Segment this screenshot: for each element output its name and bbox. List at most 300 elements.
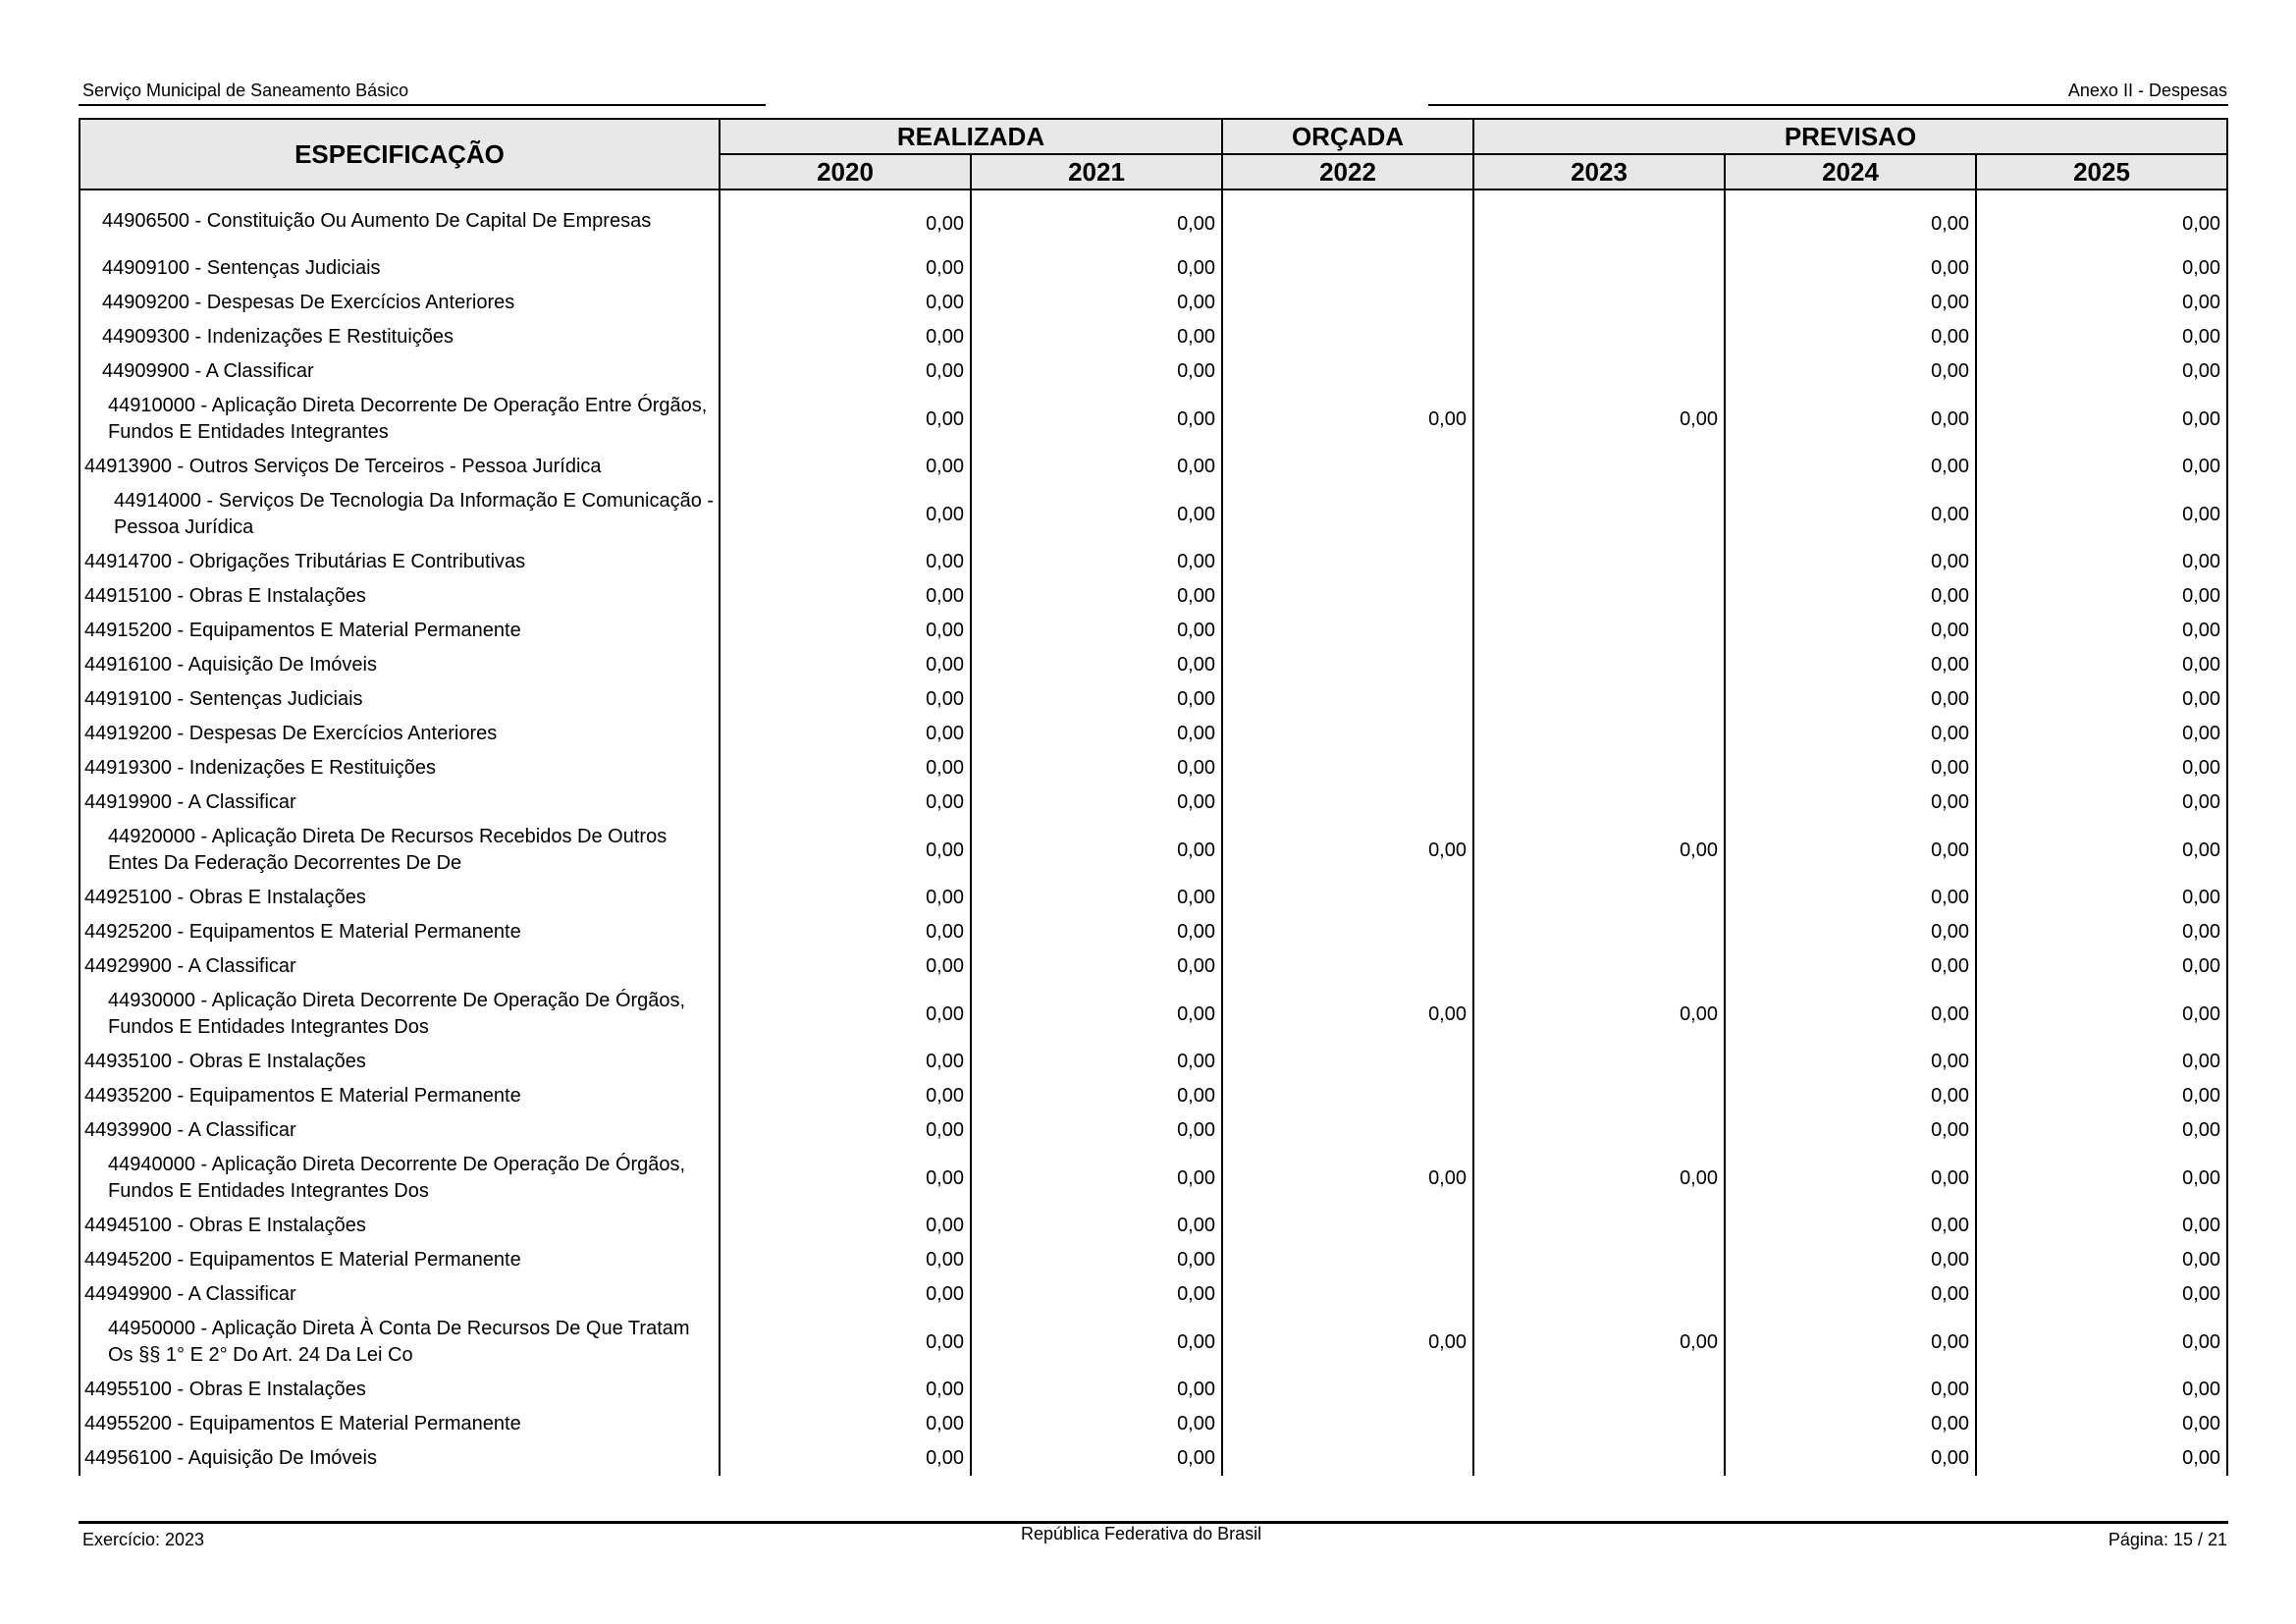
value-cell: 0,00 <box>971 949 1222 984</box>
value-cell: 0,00 <box>1725 1277 1976 1312</box>
year-header-2020: 2020 <box>720 154 971 189</box>
value-cell <box>1222 717 1473 751</box>
table-row <box>80 1209 2227 1243</box>
table-body <box>80 189 2227 1476</box>
row-description <box>80 1243 720 1277</box>
row-description <box>80 1407 720 1441</box>
value-cell: 0,00 <box>1725 984 1976 1045</box>
row-description <box>80 1045 720 1079</box>
value-cell <box>1473 1373 1725 1407</box>
value-cell <box>1473 717 1725 751</box>
table-row <box>80 1045 2227 1079</box>
row-description <box>80 389 720 450</box>
row-description-text: 44930000 - Aplicação Direta Decorrente De Operação De Órgãos, Fundos E Entidades Integrantes Dos <box>108 990 686 1038</box>
value-cell <box>1473 579 1725 614</box>
value-cell: 0,00 <box>971 1277 1222 1312</box>
value-cell: 0,00 <box>1473 1148 1725 1209</box>
year-header-2023: 2023 <box>1473 154 1725 189</box>
value-cell: 0,00 <box>1976 915 2227 949</box>
value-cell: 0,00 <box>1976 579 2227 614</box>
value-cell: 0,00 <box>1725 717 1976 751</box>
value-cell: 0,00 <box>971 614 1222 648</box>
value-cell: 0,00 <box>971 579 1222 614</box>
value-cell: 0,00 <box>1222 1148 1473 1209</box>
value-cell: 0,00 <box>720 484 971 545</box>
row-description-text: 44906500 - Constituição Ou Aumento De Capital De Empresas <box>102 209 652 232</box>
value-cell: 0,00 <box>1976 881 2227 915</box>
value-cell <box>1222 286 1473 320</box>
value-cell: 0,00 <box>720 785 971 820</box>
value-cell: 0,00 <box>720 648 971 682</box>
value-cell: 0,00 <box>720 682 971 717</box>
value-cell <box>1473 751 1725 785</box>
table-row <box>80 1373 2227 1407</box>
value-cell: 0,00 <box>1725 820 1976 881</box>
row-description <box>80 682 720 717</box>
table-row <box>80 614 2227 648</box>
value-cell <box>1222 1441 1473 1476</box>
value-cell: 0,00 <box>1976 648 2227 682</box>
value-cell: 0,00 <box>971 1373 1222 1407</box>
value-cell: 0,00 <box>971 354 1222 389</box>
value-cell: 0,00 <box>1473 820 1725 881</box>
row-description-text: 44929900 - A Classificar <box>84 955 296 977</box>
value-cell: 0,00 <box>1473 984 1725 1045</box>
value-cell: 0,00 <box>1976 1277 2227 1312</box>
value-cell: 0,00 <box>720 1243 971 1277</box>
value-cell <box>1473 450 1725 484</box>
row-description-text: 44956100 - Aquisição De Imóveis <box>84 1447 377 1469</box>
value-cell: 0,00 <box>971 1079 1222 1113</box>
table-row <box>80 484 2227 545</box>
value-cell <box>1473 785 1725 820</box>
row-description <box>80 1373 720 1407</box>
table-row <box>80 1113 2227 1148</box>
table-row <box>80 949 2227 984</box>
value-cell: 0,00 <box>1976 1113 2227 1148</box>
value-cell: 0,00 <box>1976 1045 2227 1079</box>
value-cell: 0,00 <box>1725 1312 1976 1373</box>
value-cell: 0,00 <box>1222 984 1473 1045</box>
table-row <box>80 1312 2227 1373</box>
value-cell: 0,00 <box>720 915 971 949</box>
value-cell: 0,00 <box>971 881 1222 915</box>
value-cell: 0,00 <box>720 1312 971 1373</box>
value-cell <box>1222 354 1473 389</box>
value-cell: 0,00 <box>1725 545 1976 579</box>
value-cell: 0,00 <box>720 984 971 1045</box>
value-cell: 0,00 <box>971 751 1222 785</box>
row-description-text: 44915200 - Equipamentos E Material Permanente <box>84 620 521 641</box>
value-cell <box>1473 1079 1725 1113</box>
value-cell: 0,00 <box>1725 1045 1976 1079</box>
value-cell: 0,00 <box>971 389 1222 450</box>
value-cell: 0,00 <box>720 354 971 389</box>
value-cell: 0,00 <box>971 682 1222 717</box>
row-description-text: 44919900 - A Classificar <box>84 791 296 813</box>
value-cell: 0,00 <box>971 1312 1222 1373</box>
row-description-text: 44920000 - Aplicação Direta De Recursos Recebidos De Outros Entes Da Federação Decorrentes De De <box>108 826 667 874</box>
value-cell: 0,00 <box>720 1441 971 1476</box>
value-cell: 0,00 <box>971 450 1222 484</box>
year-header-2021: 2021 <box>971 154 1222 189</box>
table-row <box>80 251 2227 286</box>
table-row <box>80 785 2227 820</box>
value-cell: 0,00 <box>1725 1441 1976 1476</box>
value-cell <box>1222 1113 1473 1148</box>
row-description-text: 44909900 - A Classificar <box>102 360 314 382</box>
value-cell: 0,00 <box>1976 545 2227 579</box>
row-description-text: 44940000 - Aplicação Direta Decorrente De Operação De Órgãos, Fundos E Entidades Integrantes Dos <box>108 1154 686 1202</box>
value-cell: 0,00 <box>971 189 1222 251</box>
row-description <box>80 984 720 1045</box>
row-description <box>80 648 720 682</box>
value-cell: 0,00 <box>971 1441 1222 1476</box>
value-cell: 0,00 <box>971 648 1222 682</box>
value-cell: 0,00 <box>1725 949 1976 984</box>
table-row <box>80 1079 2227 1113</box>
row-description-text: 44950000 - Aplicação Direta À Conta De Recursos De Que Tratam Os §§ 1° E 2° Do Art. 24 Da Lei Co <box>108 1318 690 1366</box>
value-cell: 0,00 <box>1725 648 1976 682</box>
value-cell: 0,00 <box>971 545 1222 579</box>
row-description <box>80 717 720 751</box>
row-description-text: 44925200 - Equipamentos E Material Permanente <box>84 921 521 943</box>
value-cell: 0,00 <box>971 286 1222 320</box>
value-cell: 0,00 <box>1725 320 1976 354</box>
value-cell <box>1473 648 1725 682</box>
value-cell: 0,00 <box>720 1148 971 1209</box>
value-cell <box>1473 881 1725 915</box>
value-cell <box>1222 648 1473 682</box>
value-cell <box>1222 751 1473 785</box>
value-cell: 0,00 <box>1976 389 2227 450</box>
expenses-table <box>79 118 2228 1476</box>
row-description <box>80 354 720 389</box>
value-cell: 0,00 <box>1976 450 2227 484</box>
row-description <box>80 1148 720 1209</box>
value-cell <box>1473 1113 1725 1148</box>
value-cell: 0,00 <box>1976 820 2227 881</box>
value-cell: 0,00 <box>1976 320 2227 354</box>
value-cell: 0,00 <box>720 820 971 881</box>
row-description-text: 44955200 - Equipamentos E Material Permanente <box>84 1413 521 1435</box>
value-cell: 0,00 <box>1976 949 2227 984</box>
value-cell: 0,00 <box>1222 389 1473 450</box>
row-description-text: 44919300 - Indenizações E Restituições <box>84 757 437 779</box>
row-description <box>80 484 720 545</box>
row-description-text: 44913900 - Outros Serviços De Terceiros - Pessoa Jurídica <box>84 456 602 477</box>
value-cell <box>1473 614 1725 648</box>
row-description-text: 44945200 - Equipamentos E Material Permanente <box>84 1249 521 1271</box>
value-cell: 0,00 <box>720 717 971 751</box>
value-cell: 0,00 <box>720 1209 971 1243</box>
row-description <box>80 614 720 648</box>
value-cell: 0,00 <box>720 320 971 354</box>
value-cell: 0,00 <box>1725 1113 1976 1148</box>
group-header-realizada: REALIZADA <box>720 119 1222 154</box>
row-description-text: 44914700 - Obrigações Tributárias E Contributivas <box>84 551 526 572</box>
row-description <box>80 915 720 949</box>
value-cell: 0,00 <box>1725 1079 1976 1113</box>
row-description <box>80 1079 720 1113</box>
row-description <box>80 286 720 320</box>
value-cell: 0,00 <box>720 450 971 484</box>
value-cell: 0,00 <box>1976 1407 2227 1441</box>
row-description-text: 44949900 - A Classificar <box>84 1283 296 1305</box>
value-cell: 0,00 <box>971 1113 1222 1148</box>
row-description <box>80 450 720 484</box>
row-description <box>80 751 720 785</box>
value-cell: 0,00 <box>1222 1312 1473 1373</box>
row-description <box>80 251 720 286</box>
value-cell: 0,00 <box>720 251 971 286</box>
row-description-text: 44914000 - Serviços De Tecnologia Da Informação E Comunicação - Pessoa Jurídica <box>114 490 715 538</box>
value-cell: 0,00 <box>1725 1243 1976 1277</box>
value-cell: 0,00 <box>1725 1407 1976 1441</box>
value-cell: 0,00 <box>1725 1148 1976 1209</box>
row-description <box>80 785 720 820</box>
row-description-text: 44909100 - Sentenças Judiciais <box>102 257 381 279</box>
value-cell: 0,00 <box>1725 1209 1976 1243</box>
value-cell <box>1222 189 1473 251</box>
value-cell: 0,00 <box>1725 682 1976 717</box>
value-cell <box>1473 286 1725 320</box>
page-number: Página: 15 / 21 <box>2108 1530 2227 1549</box>
table-row <box>80 545 2227 579</box>
value-cell: 0,00 <box>1473 1312 1725 1373</box>
value-cell <box>1473 682 1725 717</box>
value-cell: 0,00 <box>971 484 1222 545</box>
fiscal-year: Exercício: 2023 <box>82 1530 205 1549</box>
table-row <box>80 915 2227 949</box>
value-cell <box>1473 320 1725 354</box>
table-row <box>80 286 2227 320</box>
value-cell: 0,00 <box>971 1209 1222 1243</box>
row-description <box>80 1209 720 1243</box>
value-cell: 0,00 <box>1976 614 2227 648</box>
value-cell: 0,00 <box>1976 682 2227 717</box>
value-cell <box>1222 579 1473 614</box>
row-description <box>80 1312 720 1373</box>
table-row <box>80 717 2227 751</box>
row-description <box>80 545 720 579</box>
value-cell: 0,00 <box>1976 286 2227 320</box>
value-cell <box>1222 251 1473 286</box>
row-description <box>80 949 720 984</box>
row-description-text: 44919200 - Despesas De Exercícios Anteriores <box>84 723 498 744</box>
value-cell: 0,00 <box>971 915 1222 949</box>
table-row <box>80 881 2227 915</box>
row-description-text: 44939900 - A Classificar <box>84 1119 296 1141</box>
value-cell <box>1473 189 1725 251</box>
value-cell: 0,00 <box>1725 614 1976 648</box>
value-cell <box>1473 915 1725 949</box>
group-header-orcada: ORÇADA <box>1222 119 1473 154</box>
table-row <box>80 751 2227 785</box>
value-cell: 0,00 <box>1725 251 1976 286</box>
row-description <box>80 820 720 881</box>
row-description <box>80 320 720 354</box>
value-cell: 0,00 <box>1725 450 1976 484</box>
value-cell: 0,00 <box>1725 579 1976 614</box>
row-description-text: 44916100 - Aquisição De Imóveis <box>84 654 377 676</box>
value-cell: 0,00 <box>1725 881 1976 915</box>
value-cell <box>1222 1277 1473 1312</box>
value-cell: 0,00 <box>1725 484 1976 545</box>
row-description <box>80 881 720 915</box>
value-cell <box>1222 545 1473 579</box>
value-cell: 0,00 <box>720 614 971 648</box>
table-row <box>80 984 2227 1045</box>
value-cell: 0,00 <box>720 189 971 251</box>
table-row <box>80 189 2227 251</box>
value-cell <box>1222 1373 1473 1407</box>
value-cell: 0,00 <box>971 251 1222 286</box>
organization-title: Serviço Municipal de Saneamento Básico <box>82 81 409 100</box>
value-cell <box>1222 450 1473 484</box>
value-cell: 0,00 <box>1976 1441 2227 1476</box>
value-cell <box>1222 1209 1473 1243</box>
value-cell: 0,00 <box>971 820 1222 881</box>
value-cell <box>1222 682 1473 717</box>
row-description-text: 44955100 - Obras E Instalações <box>84 1379 366 1400</box>
value-cell <box>1473 1407 1725 1441</box>
value-cell <box>1473 1277 1725 1312</box>
year-header-2025: 2025 <box>1976 154 2227 189</box>
group-header-previsao: PREVISAO <box>1473 119 2227 154</box>
value-cell <box>1222 1243 1473 1277</box>
value-cell <box>1222 1407 1473 1441</box>
spec-column-header: ESPECIFICAÇÃO <box>80 119 720 189</box>
value-cell: 0,00 <box>1725 354 1976 389</box>
table-row <box>80 1407 2227 1441</box>
value-cell: 0,00 <box>1976 1243 2227 1277</box>
value-cell: 0,00 <box>720 286 971 320</box>
value-cell: 0,00 <box>720 579 971 614</box>
country-label: República Federativa do Brasil <box>1021 1524 1262 1543</box>
value-cell: 0,00 <box>1725 286 1976 320</box>
value-cell <box>1473 354 1725 389</box>
row-description <box>80 1441 720 1476</box>
value-cell: 0,00 <box>720 1277 971 1312</box>
value-cell: 0,00 <box>1976 1148 2227 1209</box>
value-cell: 0,00 <box>720 751 971 785</box>
value-cell: 0,00 <box>1473 389 1725 450</box>
value-cell <box>1473 1209 1725 1243</box>
value-cell: 0,00 <box>971 320 1222 354</box>
row-description-text: 44915100 - Obras E Instalações <box>84 585 366 607</box>
table-row <box>80 1441 2227 1476</box>
value-cell <box>1222 915 1473 949</box>
value-cell: 0,00 <box>1976 717 2227 751</box>
value-cell <box>1473 545 1725 579</box>
value-cell: 0,00 <box>720 1373 971 1407</box>
value-cell: 0,00 <box>720 881 971 915</box>
value-cell: 0,00 <box>1725 915 1976 949</box>
value-cell: 0,00 <box>971 1045 1222 1079</box>
row-description-text: 44919100 - Sentenças Judiciais <box>84 688 363 710</box>
value-cell: 0,00 <box>1976 751 2227 785</box>
value-cell: 0,00 <box>1976 785 2227 820</box>
value-cell <box>1473 1243 1725 1277</box>
value-cell <box>1222 1045 1473 1079</box>
value-cell: 0,00 <box>720 1407 971 1441</box>
table-row <box>80 820 2227 881</box>
value-cell: 0,00 <box>720 1113 971 1148</box>
value-cell: 0,00 <box>720 949 971 984</box>
row-description-text: 44935100 - Obras E Instalações <box>84 1051 366 1072</box>
value-cell: 0,00 <box>1976 189 2227 251</box>
table-row <box>80 682 2227 717</box>
table-row <box>80 450 2227 484</box>
value-cell <box>1222 1079 1473 1113</box>
row-description <box>80 189 720 251</box>
table-row <box>80 1148 2227 1209</box>
value-cell: 0,00 <box>1222 820 1473 881</box>
value-cell: 0,00 <box>1976 354 2227 389</box>
table-row <box>80 320 2227 354</box>
value-cell <box>1473 1045 1725 1079</box>
table-row <box>80 389 2227 450</box>
value-cell: 0,00 <box>1976 1373 2227 1407</box>
value-cell: 0,00 <box>971 984 1222 1045</box>
year-header-2024: 2024 <box>1725 154 1976 189</box>
table-row <box>80 648 2227 682</box>
value-cell: 0,00 <box>1976 1312 2227 1373</box>
value-cell: 0,00 <box>1976 1209 2227 1243</box>
header-rule-right <box>1428 104 2228 106</box>
value-cell <box>1222 949 1473 984</box>
annex-title: Anexo II - Despesas <box>2067 81 2227 100</box>
value-cell <box>1222 320 1473 354</box>
table-row <box>80 1277 2227 1312</box>
value-cell: 0,00 <box>1725 1373 1976 1407</box>
row-description-text: 44910000 - Aplicação Direta Decorrente De Operação Entre Órgãos, Fundos E Entidades Integrantes <box>108 395 708 443</box>
year-header-2022: 2022 <box>1222 154 1473 189</box>
value-cell: 0,00 <box>1725 751 1976 785</box>
row-description <box>80 579 720 614</box>
value-cell <box>1473 484 1725 545</box>
value-cell: 0,00 <box>720 389 971 450</box>
row-description <box>80 1277 720 1312</box>
value-cell <box>1473 949 1725 984</box>
value-cell <box>1473 251 1725 286</box>
value-cell: 0,00 <box>971 1148 1222 1209</box>
value-cell: 0,00 <box>1976 984 2227 1045</box>
value-cell: 0,00 <box>720 545 971 579</box>
value-cell: 0,00 <box>1976 251 2227 286</box>
value-cell: 0,00 <box>1976 1079 2227 1113</box>
value-cell: 0,00 <box>971 1407 1222 1441</box>
value-cell <box>1473 1441 1725 1476</box>
header-rule-left <box>79 104 766 106</box>
value-cell <box>1222 484 1473 545</box>
value-cell: 0,00 <box>1725 189 1976 251</box>
table-row <box>80 579 2227 614</box>
value-cell: 0,00 <box>1725 389 1976 450</box>
value-cell <box>1222 614 1473 648</box>
value-cell: 0,00 <box>720 1079 971 1113</box>
value-cell: 0,00 <box>971 1243 1222 1277</box>
table-row <box>80 1243 2227 1277</box>
row-description-text: 44909300 - Indenizações E Restituições <box>102 326 454 348</box>
value-cell: 0,00 <box>1976 484 2227 545</box>
row-description-text: 44945100 - Obras E Instalações <box>84 1215 366 1236</box>
row-description <box>80 1113 720 1148</box>
value-cell <box>1222 785 1473 820</box>
value-cell: 0,00 <box>720 1045 971 1079</box>
value-cell: 0,00 <box>971 785 1222 820</box>
